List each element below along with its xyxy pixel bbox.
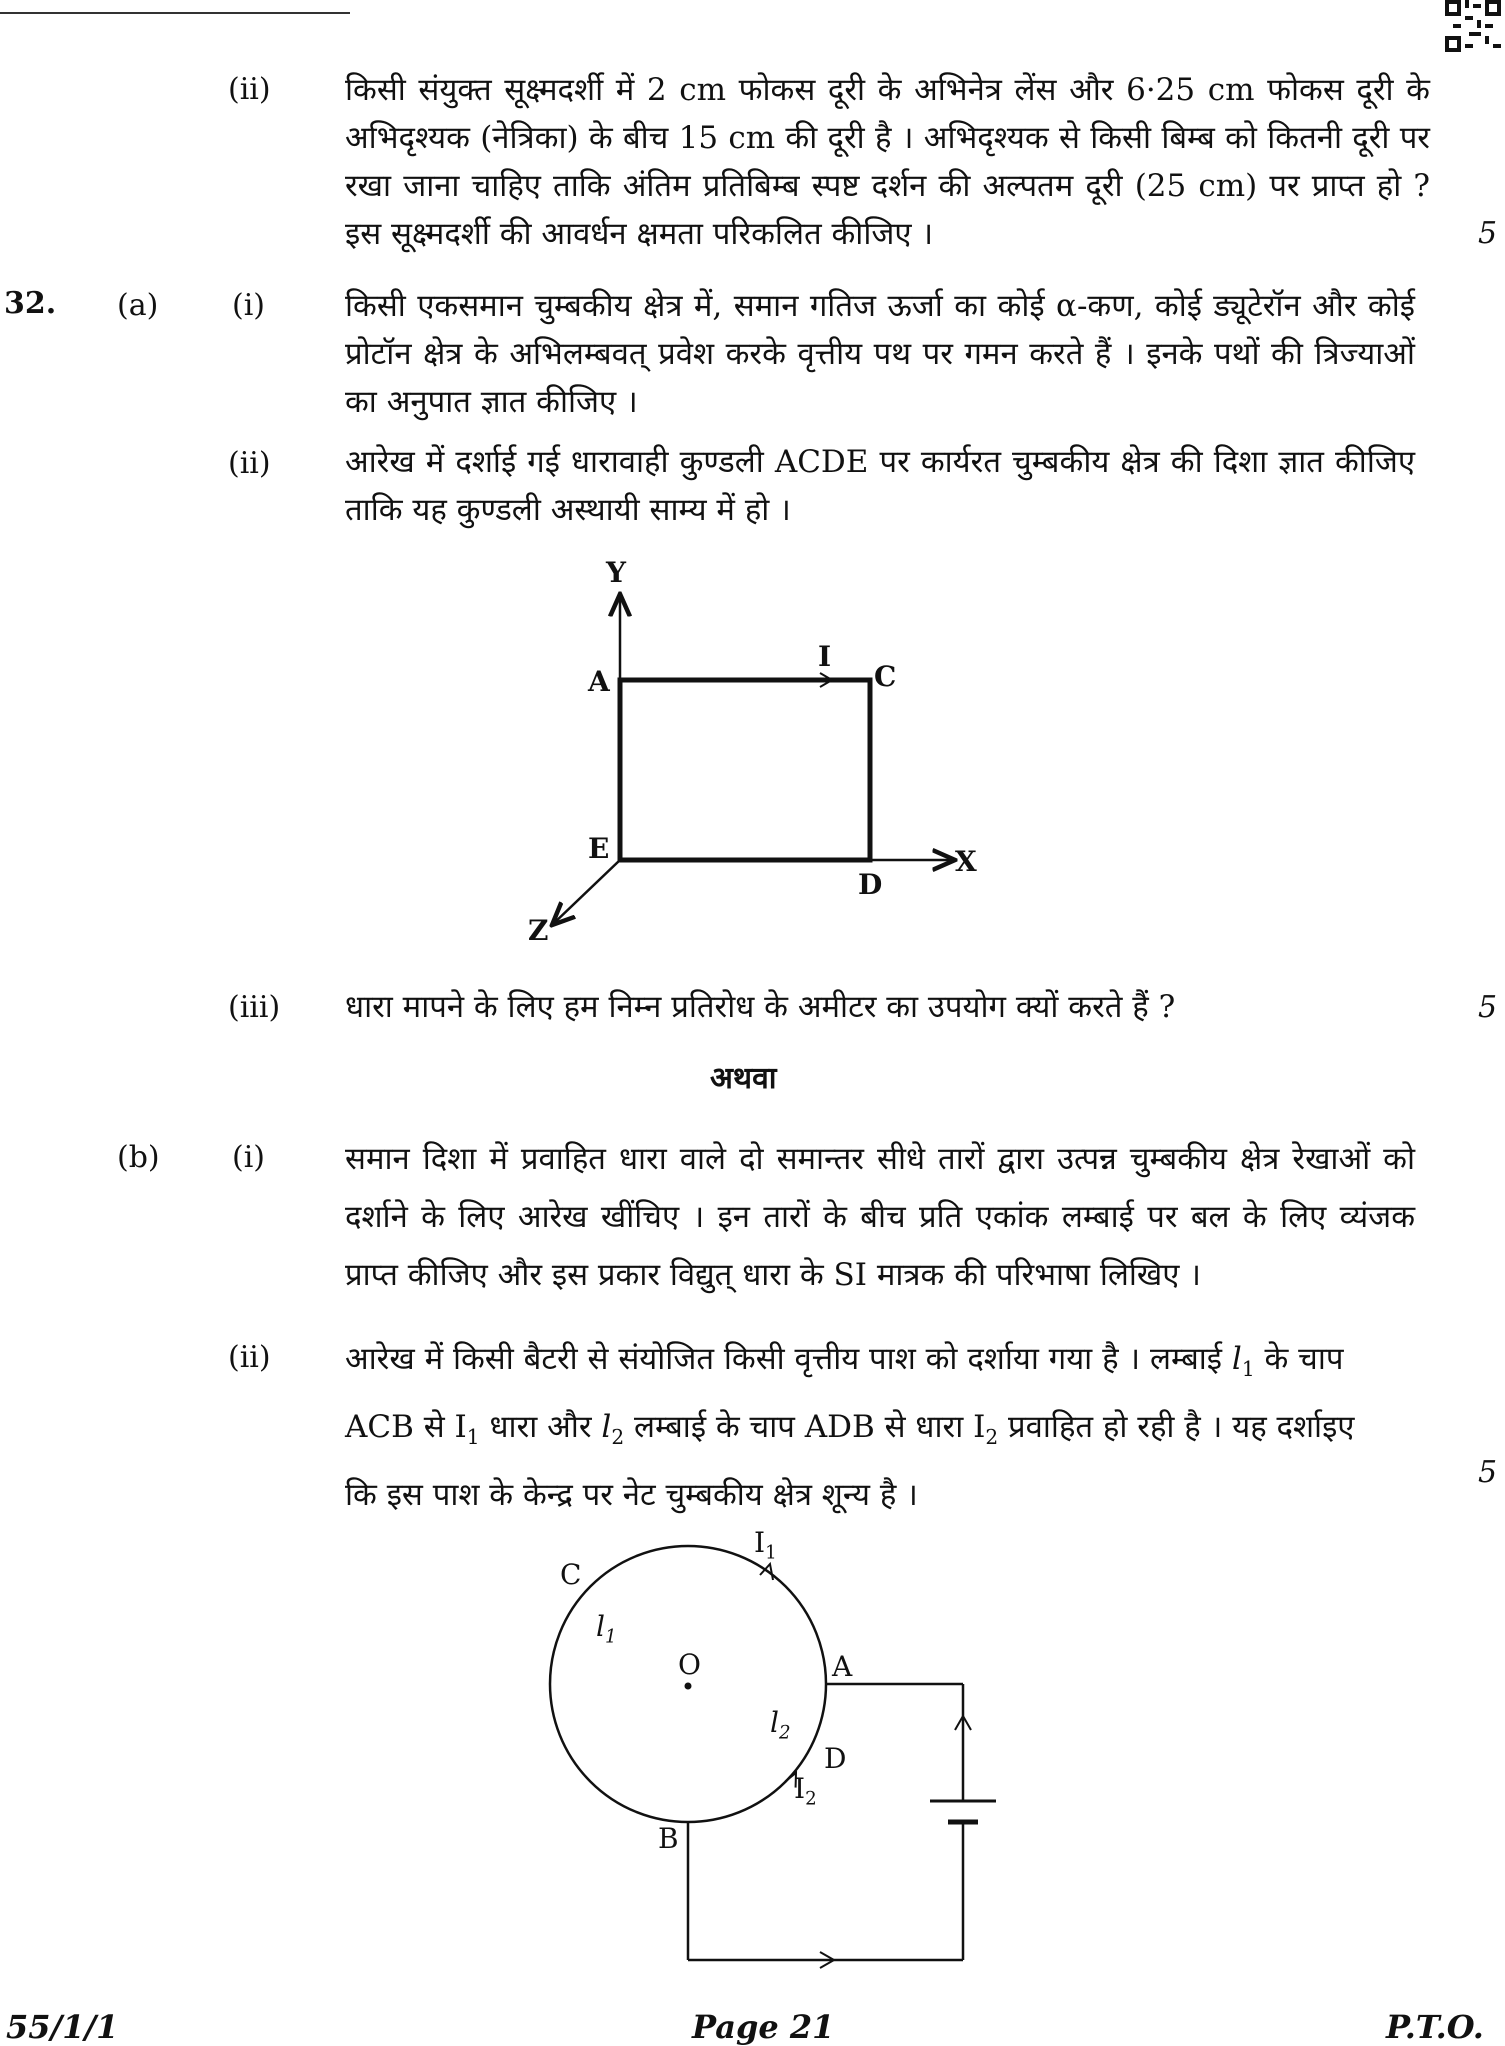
or-divider: अथवा	[710, 1061, 777, 1096]
center-o-label: O	[678, 1648, 701, 1681]
point-c-label: C	[560, 1558, 582, 1591]
point-b-label: B	[658, 1822, 679, 1855]
q32b-ii-text: आरेख में किसी बैटरी से संयोजित किसी वृत्तीय पाश को दर्शाया गया है । लम्बाई $l_1$ के चाप ACB से $I_1$ धारा और $l_2$ लम्बाई के चाप ADB से धारा $I_2$ प्रवाहित हो रही है । यह दर्शाइए कि इस पाश के केन्द्र पर नेट चुम्बकीय क्षेत्र शून्य है ।	[345, 1341, 1355, 1514]
q32b-i-text: समान दिशा में प्रवाहित धारा वाले दो समान्तर सीधे तारों द्वारा उत्पन्न चुम्बकीय क्षेत्र रेखाओं को दर्शाने के लिए आरेख खींचिए । इन तारों के बीच प्रति एकांक लम्बाई पर बल के लिए व्यंजक प्राप्त कीजिए और इस प्रकार विद्युत् धारा के SI मात्रक की परिभाषा लिखिए ।	[345, 1141, 1415, 1293]
q32a-label: (a)	[117, 288, 159, 323]
q32b-label: (b)	[117, 1140, 160, 1175]
q32b-marks: 5	[1478, 1455, 1498, 1490]
q32a-ii-text: आरेख में दर्शाई गई धारावाही कुण्डली ACDE पर कार्यरत चुम्बकीय क्षेत्र की दिशा ज्ञात कीजिए ताकि यह कुण्डली अस्थायी साम्य में हो ।	[345, 444, 1415, 528]
question-number: 32.	[4, 286, 57, 321]
q31-ii-label: (ii)	[228, 72, 271, 107]
q32b-ii-label: (ii)	[228, 1340, 271, 1375]
center-point	[685, 1683, 692, 1690]
q32a-iii-text: धारा मापने के लिए हम निम्न प्रतिरोध के अमीटर का उपयोग क्यों करते हैं ?	[345, 989, 1176, 1025]
point-c-label: C	[874, 660, 897, 693]
current-i1-label: $I_1$	[754, 1526, 777, 1564]
page-number: Page 21	[692, 2008, 835, 2046]
q32a-marks: 5	[1478, 990, 1498, 1025]
point-d-label: D	[858, 868, 883, 901]
q32a-i-label: (i)	[232, 288, 266, 323]
current-i-label: I	[818, 640, 832, 673]
paper-code: 55/1/1	[6, 2008, 119, 2046]
q32a-ii-label: (ii)	[228, 446, 271, 481]
q32a-i-text: किसी एकसमान चुम्बकीय क्षेत्र में, समान गतिज ऊर्जा का कोई α-कण, कोई ड्यूटेरॉन और कोई प्रोटॉन क्षेत्र के अभिलम्बवत् प्रवेश करके वृत्तीय पथ पर गमन करते हैं । इनके पथों की त्रिज्याओं का अनुपात ज्ञात कीजिए ।	[345, 288, 1415, 420]
arc-length-l2: $l_2$	[770, 1706, 791, 1744]
pto-label: P.T.O.	[1386, 2008, 1484, 2046]
current-i2-label: $I_2$	[794, 1772, 817, 1810]
q32b-i-label: (i)	[232, 1140, 266, 1175]
point-e-label: E	[588, 832, 610, 865]
axis-y-label: Y	[606, 556, 626, 589]
arc-length-l1: $l_1$	[596, 1610, 617, 1648]
point-a-label: A	[588, 665, 610, 698]
point-d-label: D	[824, 1742, 847, 1775]
axis-z-label: Z	[528, 914, 549, 947]
axis-x-label: X	[955, 845, 977, 878]
q31-marks: 5	[1478, 216, 1498, 251]
q32a-iii-label: (iii)	[228, 990, 281, 1025]
q31-ii-text: किसी संयुक्त सूक्ष्मदर्शी में 2 cm फोकस दूरी के अभिनेत्र लेंस और 6·25 cm फोकस दूरी के अभिदृश्यक (नेत्रिका) के बीच 15 cm की दूरी है । अभिदृश्यक से किसी बिम्ब को कितनी दूरी पर रखा जाना चाहिए ताकि अंतिम प्रतिबिम्ब स्पष्ट दर्शन की अल्पतम दूरी (25 cm) पर प्राप्त हो ? इस सूक्ष्मदर्शी की आवर्धन क्षमता परिकलित कीजिए ।	[345, 72, 1430, 252]
point-a-label: A	[832, 1650, 853, 1683]
